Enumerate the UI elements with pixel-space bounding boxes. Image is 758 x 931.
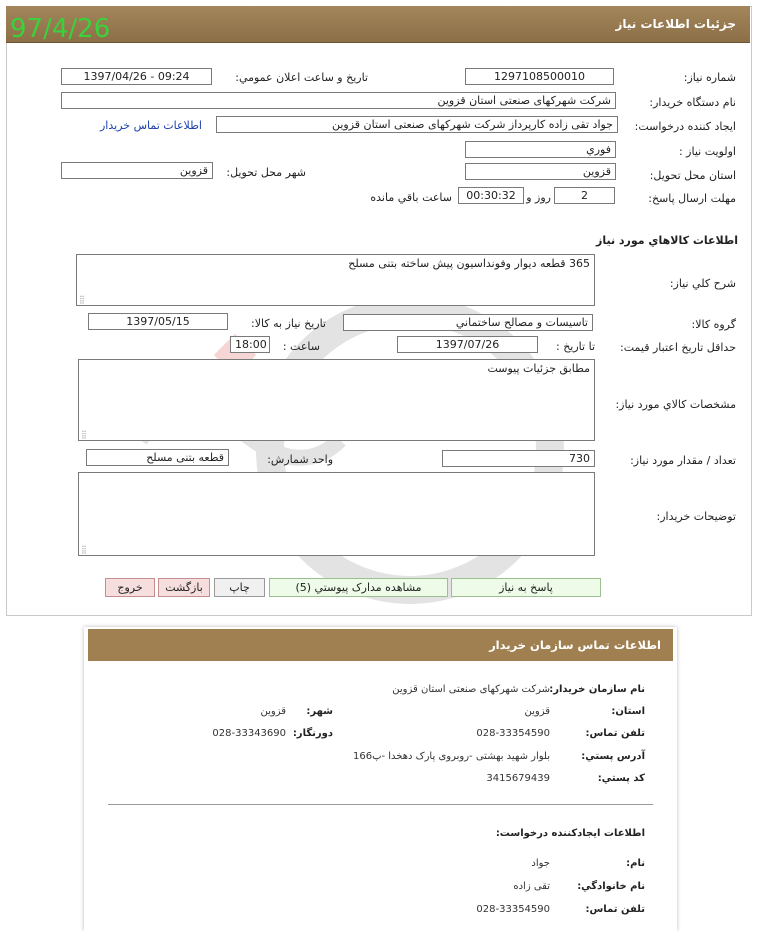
specs-textarea[interactable]	[78, 359, 595, 441]
contact-address-value: بلوار شهید بهشتی -روبروی پارک دهخدا -پ166	[352, 751, 550, 762]
need-date-field: 1397/05/15	[88, 313, 228, 330]
until-date-field: 1397/07/26	[397, 336, 538, 353]
city-field: قزوين	[61, 162, 213, 179]
announce-date-field: 1397/04/26 - 09:24	[61, 68, 212, 85]
contact-address-label: آدرس پستي:	[581, 751, 645, 762]
creator-section-title: اطلاعات ايجادکننده درخواست:	[495, 828, 645, 839]
date-stamp: 97/4/26	[10, 14, 111, 44]
summary-label: شرح کلي نياز:	[669, 277, 736, 290]
priority-field: فوري	[465, 141, 616, 158]
goods-section-title: اطلاعات کالاهاي مورد نياز	[596, 234, 738, 247]
window-title-bar	[6, 6, 750, 43]
resize-grip-icon[interactable]: ⣿	[79, 295, 85, 304]
summary-text: 365 قطعه دیوار وفونداسیون پیش ساخته بتنی مسلح	[348, 257, 590, 270]
deadline-time-field: 00:30:32	[458, 187, 524, 204]
time-label: ساعت :	[282, 340, 320, 353]
requester-field: جواد تقی زاده کارپرداز شرکت شهرکهای صنعتی استان قزوين	[216, 116, 618, 133]
buyer-contact-title: اطلاعات تماس سازمان خريدار	[489, 638, 661, 652]
creator-last-name-label: نام خانوادگي:	[577, 881, 645, 892]
notes-label: توضيحات خريدار:	[656, 510, 736, 523]
creator-first-name-label: نام:	[626, 858, 645, 869]
contact-province-value: قزوین	[524, 706, 550, 717]
goods-group-label: گروه کالا:	[691, 318, 736, 331]
province-field: قزوين	[465, 163, 616, 180]
buyer-contact-header	[88, 629, 673, 661]
contact-province-label: استان:	[611, 706, 645, 717]
specs-text: مطابق جزئیات پیوست	[487, 362, 590, 375]
resize-grip-icon[interactable]: ⣿	[81, 430, 87, 439]
need-number-label: شماره نياز:	[683, 71, 736, 84]
contact-org-value: شرکت شهرکهای صنعتی استان قزوین	[392, 684, 550, 695]
resize-grip-icon[interactable]: ⣿	[81, 545, 87, 554]
unit-field: قطعه بتنی مسلح	[86, 449, 229, 466]
contact-fax-value: 028-33343690	[212, 728, 286, 739]
priority-label: اولويت نياز :	[678, 145, 736, 158]
until-date-label: تا تاريخ :	[556, 340, 595, 353]
contact-fax-label: دورنگار:	[292, 728, 333, 739]
unit-label: واحد شمارش:	[267, 453, 333, 466]
reply-button[interactable]: پاسخ به نياز	[451, 578, 601, 597]
province-label: استان محل تحويل:	[649, 169, 736, 182]
exit-button[interactable]: خروج	[105, 578, 155, 597]
contact-postal-value: 3415679439	[486, 773, 550, 784]
qty-field: 730	[442, 450, 595, 467]
deadline-days-field: 2	[554, 187, 615, 204]
creator-phone-label: تلفن تماس:	[585, 904, 645, 915]
deadline-label: مهلت ارسال پاسخ:	[648, 192, 736, 205]
qty-label: تعداد / مقدار مورد نياز:	[630, 454, 736, 467]
summary-textarea[interactable]	[76, 254, 595, 306]
contact-city-value: قزوین	[260, 706, 286, 717]
divider	[108, 804, 653, 805]
creator-phone-value: 028-33354590	[476, 904, 550, 915]
contact-phone-label: تلفن تماس:	[585, 728, 645, 739]
creator-first-name-value: جواد	[531, 858, 550, 869]
goods-group-field: تاسيسات و مصالح ساختماني	[343, 314, 593, 331]
min-validity-label: حداقل تاريخ اعتبار قيمت:	[620, 341, 736, 354]
contact-org-label: نام سازمان خريدار:	[549, 684, 645, 695]
window-title: جزئيات اطلاعات نياز	[615, 17, 736, 31]
remaining-word: ساعت باقي مانده	[370, 191, 452, 204]
announce-date-label: تاريخ و ساعت اعلان عمومي:	[235, 71, 368, 84]
need-number-field: 1297108500010	[465, 68, 614, 85]
buyer-org-field: شرکت شهرکهای صنعتی استان قزوين	[61, 92, 616, 109]
print-button[interactable]: چاپ	[214, 578, 265, 597]
specs-label: مشخصات کالاي مورد نياز:	[615, 398, 736, 411]
requester-label: ايجاد کننده درخواست:	[634, 120, 736, 133]
view-attachments-button[interactable]: مشاهده مدارک پيوستي (5)	[269, 578, 448, 597]
back-button[interactable]: بازگشت	[158, 578, 210, 597]
contact-postal-label: کد پستي:	[597, 773, 645, 784]
city-label: شهر محل تحويل:	[226, 166, 306, 179]
buyer-contact-link[interactable]: اطلاعات تماس خريدار	[100, 119, 202, 132]
notes-textarea[interactable]	[78, 472, 595, 556]
days-word: روز و	[526, 191, 551, 204]
creator-last-name-value: تقی زاده	[513, 881, 550, 892]
time-field: 18:00	[230, 336, 270, 353]
buyer-org-label: نام دستگاه خريدار:	[649, 96, 736, 109]
contact-phone-value: 028-33354590	[476, 728, 550, 739]
need-date-label: تاريخ نياز به کالا:	[251, 317, 326, 330]
contact-city-label: شهر:	[306, 706, 333, 717]
